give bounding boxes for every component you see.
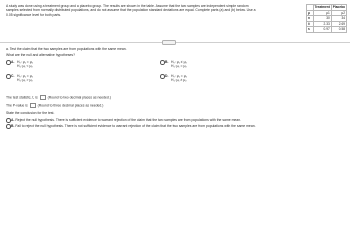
intro-line-2: samples selected from normally distributed populations, and do not assume that the population standard deviations are equal. Complete parts (a) and (b) below. Use a	[6, 8, 256, 13]
expand-handle[interactable]	[162, 40, 176, 45]
option-d-letter: D.	[165, 73, 169, 78]
conclusion-b	[11, 124, 256, 128]
conclusion-a-radio[interactable]	[6, 118, 11, 123]
placebo-cell: 2.69	[331, 21, 346, 27]
p-value-input[interactable]	[30, 103, 36, 108]
test-statistic-label: The test statistic, t, is	[6, 95, 38, 100]
option-a-radio[interactable]	[6, 60, 11, 65]
p-value-label: The P-value is	[6, 103, 28, 108]
conclusion-b-radio[interactable]	[6, 124, 11, 129]
conclusion-a-text: Reject the null hypothesis. There is sufficient evidence to warrant rejection of the claim that the two samples are from populations with the same mean.	[15, 117, 242, 122]
treatment-cell: 2.33	[313, 21, 331, 27]
conclusion-b-text: Fail to reject the null hypothesis. There is not sufficient evidence to warrant rejection of the claim that the two samples are from populations with the same mean.	[15, 123, 256, 128]
hypotheses-prompt: What are the null and alternative hypotheses?	[6, 53, 75, 57]
table-header-treatment: Treatment	[314, 5, 330, 9]
option-d-h1: H₁: μ₁ ≠ μ₂	[171, 78, 187, 82]
placebo-cell: 0.58	[331, 27, 346, 33]
conclusion-a-letter: A.	[11, 117, 15, 122]
treatment-cell: 30	[313, 16, 331, 22]
sample-data-table	[306, 4, 347, 33]
test-statistic-line	[6, 95, 111, 100]
p-value-line	[6, 103, 103, 108]
row-label: n	[307, 16, 314, 22]
row-label: μ	[307, 10, 314, 16]
option-d-h0: H₀: μ₁ = μ₂	[171, 73, 187, 78]
option-b-h1: H₁: μ₁ = μ₂	[171, 64, 187, 68]
test-statistic-input[interactable]	[40, 95, 46, 100]
conclusion-b-letter: B.	[11, 123, 15, 128]
option-a-h1: H₁: μ₁ < μ₂	[17, 64, 33, 68]
placebo-cell: μ2	[331, 10, 346, 16]
option-c-radio[interactable]	[6, 74, 11, 79]
intro-line-1: A study was done using a treatment group and a placebo group. The results are shown in the table. Assume that the two samples are independent simple random	[6, 4, 249, 8]
problem-intro	[6, 4, 306, 17]
row-label: x̄	[307, 21, 314, 27]
p-value-hint: (Round to three decimal places as needed.)	[37, 103, 104, 108]
option-b-letter: B.	[165, 59, 169, 64]
option-b-h0: H₀: μ₁ ≠ μ₂	[171, 59, 187, 64]
option-a-letter: A.	[11, 59, 15, 64]
option-c-letter: C.	[11, 73, 15, 78]
option-c-h0: H₀: μ₁ = μ₂	[17, 73, 33, 78]
treatment-cell: μ1	[313, 10, 331, 16]
conclusion-prompt: State the conclusion for the test.	[6, 111, 55, 115]
row-label: s	[307, 27, 314, 33]
option-d-radio[interactable]	[160, 74, 165, 79]
option-c-h1: H₁: μ₁ > μ₂	[17, 78, 33, 82]
conclusion-a	[11, 118, 241, 122]
placebo-cell: 34	[331, 16, 346, 22]
test-statistic-hint: (Round to two decimal places as needed.)	[47, 95, 111, 100]
option-b-radio[interactable]	[160, 60, 165, 65]
table-header-placebo: Placebo	[332, 5, 345, 9]
treatment-cell: 0.97	[313, 27, 331, 33]
table-row	[307, 27, 347, 33]
intro-line-3: 0.05 significance level for both parts.	[6, 12, 62, 17]
option-a-h0: H₀: μ₁ = μ₂	[17, 59, 33, 64]
part-a-question: a. Test the claim that the two samples are from populations with the same mean.	[6, 47, 127, 51]
